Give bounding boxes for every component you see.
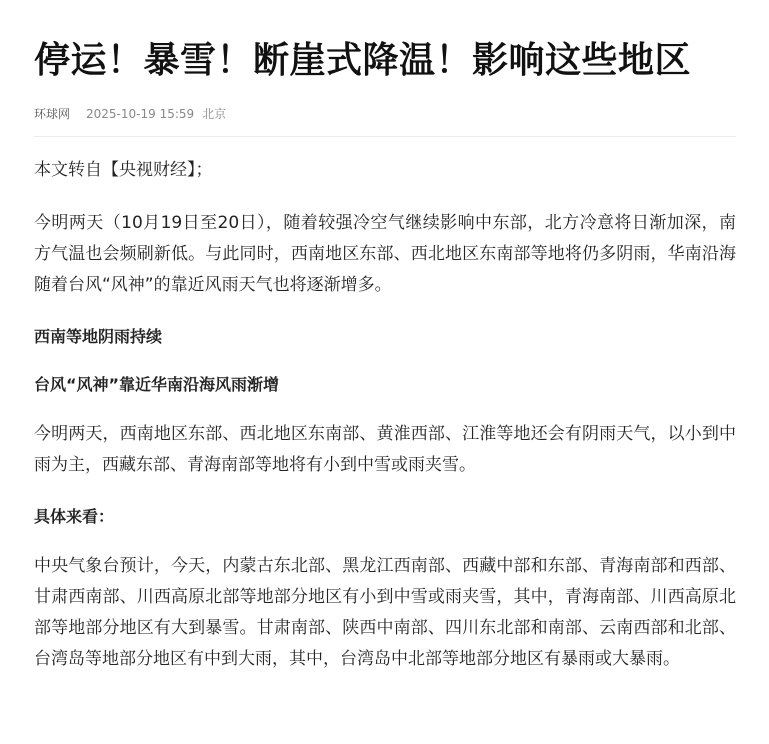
article-source[interactable]: 环球网 [34,107,71,121]
article-location: 北京 [202,107,227,121]
subheading-typhoon: 台风“风神”靠近华南沿海风雨渐增 [34,375,280,394]
paragraph-forecast: 中央气象台预计，今天，内蒙古东北部、黑龙江西南部、西藏中部和东部、青海南部和西部、甘肃西南部、川西高原北部等地部分地区有小到中雪或雨夹雪，其中，青海南部、川西高原北部等地部分地区有大到暴雪。甘肃南部、陕西中南部、四川东北部和南部、云南西部和北部、台湾岛等地部分地区有中到大雨，其中，台湾岛中北部等地部分地区有暴雨或大暴雨。 [34,556,736,669]
meta-divider [34,136,736,137]
paragraph-overview: 今明两天（10月19日至20日），随着较强冷空气继续影响中东部，北方冷意将日渐加深，南方气温也会频刷新低。与此同时，西南地区东部、西北地区东南部等地将仍多阴雨，华南沿海随着台风“风神”的靠近风雨天气也将逐渐增多。 [34,213,736,295]
article-title: 停运！暴雪！断崖式降温！影响这些地区 [34,40,692,81]
article-datetime: 2025-10-19 15:59 [86,107,195,121]
paragraph-rain-detail: 今明两天，西南地区东部、西北地区东南部、黄淮西部、江淮等地还会有阴雨天气，以小到中雨为主，西藏东部、青海南部等地将有小到中雪或雨夹雪。 [34,424,736,475]
paragraph-intro: 本文转自【央视财经】； [34,160,213,180]
subheading-southwest-rain: 西南等地阴雨持续 [34,327,163,346]
article-meta [34,106,736,122]
article-body [34,155,736,675]
subheading-specifics: 具体来看： [34,507,115,526]
